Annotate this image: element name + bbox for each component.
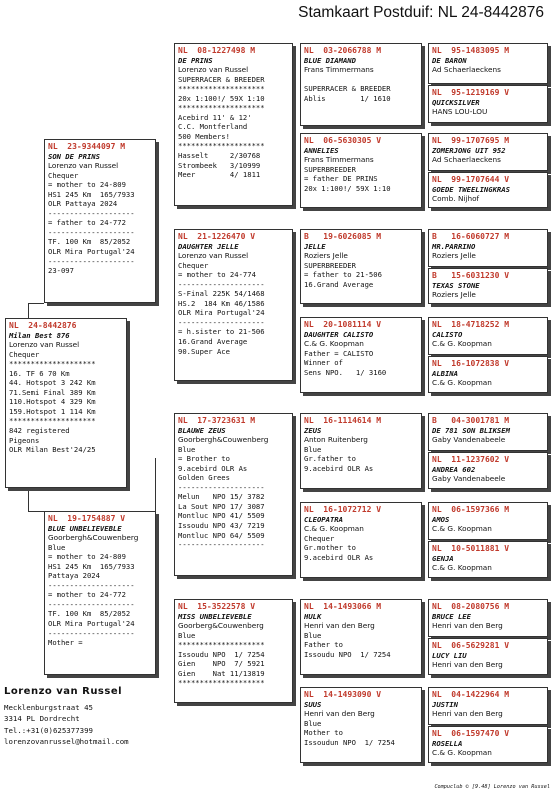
pigeon-card-gen4[interactable] (428, 599, 548, 637)
info-line: Montluc NPO 41/ 5509 (178, 511, 265, 521)
ring-number: NL 17-3723631 M (178, 416, 256, 425)
info-line: 159.Hotspot 1 114 Km (9, 406, 96, 416)
page-title: Stamkaart Postduif: NL 24-8442876 (298, 4, 544, 21)
owner-name: Roziers Jelle (304, 251, 348, 261)
owner-name: Lorenzo van Russel (48, 161, 119, 171)
ring-number: NL 06-1597366 M (432, 505, 510, 514)
info-line: Montluc NPO 64/ 5509 (178, 530, 265, 540)
info-line: Blue (178, 444, 196, 454)
pigeon-card-mm[interactable] (174, 599, 293, 703)
pigeon-name: ANDREA 602 (432, 464, 476, 474)
connector-line (28, 511, 44, 512)
pigeon-card-gen3[interactable] (300, 599, 422, 675)
ring-number: NL 08-2080756 M (432, 602, 510, 611)
pigeon-name: DE 781 SON BLIKSEM (432, 425, 510, 435)
pigeon-name: CALISTO (432, 329, 463, 339)
info-line: 500 Members! (178, 131, 230, 141)
info-line: Mother = (48, 638, 83, 648)
pigeon-card-fm[interactable] (174, 229, 293, 381)
ring-number: NL 23-9344097 M (48, 142, 126, 151)
info-line: -------------------- (48, 628, 135, 638)
info-line: Issoudu NPO 1/ 7254 (178, 649, 265, 659)
info-line: Gr.mother to (304, 543, 356, 553)
owner-name: Lorenzo van Russel (9, 340, 80, 350)
info-line: OLR Mira Portugal'24 (48, 247, 135, 257)
info-line: = father to 24-772 (48, 218, 126, 228)
info-line: -------------------- (178, 279, 265, 289)
pigeon-card-mf[interactable] (174, 413, 293, 576)
pigeon-name: BLUE DIAMAND (304, 55, 356, 65)
info-line: 110.Hotspot 4 329 Km (9, 397, 96, 407)
pigeon-name: LUCY LIU (432, 650, 467, 660)
info-line: OLR Mira Portugal'24 (178, 308, 265, 318)
ring-number: NL 04-1422964 M (432, 690, 510, 699)
breeder-city: 3314 PL Dordrecht (4, 714, 80, 723)
pigeon-card-gen3[interactable] (300, 229, 422, 304)
info-line: C.C. Montferland (178, 122, 248, 132)
info-line: 16. TF 6 70 Km (9, 368, 70, 378)
info-line: TF. 100 Km 85/2052 (48, 237, 131, 247)
ring-number: B 04-3001781 M (432, 416, 510, 425)
pigeon-name: MR.PARRINO (432, 241, 476, 251)
info-line: = mother to 24-809 (48, 552, 126, 562)
ring-number: NL 95-1483095 M (432, 46, 510, 55)
info-line: Blue (178, 630, 196, 640)
footer-credit: Compuclub © [9.48] Lorenzo van Russel (434, 784, 550, 790)
ring-number: NL 10-5011881 V (432, 544, 510, 553)
owner-name: C.& G. Koopman (304, 524, 364, 534)
ring-number: NL 20-1081114 V (304, 320, 382, 329)
pigeon-card-gen4[interactable] (428, 638, 548, 675)
ring-number: NL 21-1226470 V (178, 232, 256, 241)
info-line: ******************** (178, 84, 265, 94)
info-line: = h.sister to 21-506 (178, 327, 265, 337)
info-line: Pigeons (9, 435, 40, 445)
pigeon-card-gen3[interactable] (300, 502, 422, 578)
pigeon-name: SUUS (304, 699, 322, 709)
info-line: Meer 4/ 1811 (178, 170, 261, 180)
info-line: Gien Nat 11/13819 (178, 668, 265, 678)
ring-number: NL 14-1493090 V (304, 690, 382, 699)
ring-number: NL 08-1227498 M (178, 46, 256, 55)
ring-number: NL 18-4718252 M (432, 320, 510, 329)
info-line: 16.Grand Average (304, 279, 374, 289)
ring-number: NL 19-1754887 V (48, 514, 126, 523)
info-line: ******************** (178, 103, 265, 113)
info-line: OLR Pattaya 2024 (48, 199, 118, 209)
pigeon-card-gen4[interactable] (428, 541, 548, 578)
ring-number: NL 24-8442876 (9, 321, 77, 330)
info-line: Mother to (304, 728, 343, 738)
info-line: = mother to 24-774 (178, 270, 256, 280)
owner-name: C.& G. Koopman (432, 748, 492, 758)
pigeon-name: Milan Best 876 (9, 330, 70, 340)
ring-number: NL 16-1114614 M (304, 416, 382, 425)
ring-number: NL 06-1597470 V (432, 729, 510, 738)
ring-number: NL 16-1072838 V (432, 359, 510, 368)
ring-number: B 15-6031230 V (432, 271, 510, 280)
info-line: -------------------- (48, 256, 135, 266)
info-line: TF. 100 Km 85/2052 (48, 609, 131, 619)
ring-number: NL 14-1493066 M (304, 602, 382, 611)
owner-name: Gaby Vandenabeele (432, 474, 506, 484)
pigeon-card-ff[interactable] (174, 43, 293, 206)
pigeon-card-gen4[interactable] (428, 268, 548, 304)
pigeon-name: DAUGHTER CALISTO (304, 329, 374, 339)
pigeon-card-gen4[interactable] (428, 229, 548, 267)
info-line: Sens NPO. 1/ 3160 (304, 367, 387, 377)
pigeon-card-gen3[interactable] (300, 687, 422, 763)
owner-name: Comb. Nijhof (432, 194, 480, 204)
pigeon-name: ZOMERJONG UIT 952 (432, 145, 506, 155)
info-line: 20x 1:100!/ 59X 1:10 (304, 183, 391, 193)
info-line: SUPERRACER & BREEDER (304, 84, 391, 94)
owner-name: Anton Ruitenberg (304, 435, 368, 445)
info-line: = father DE PRINS (304, 174, 378, 184)
info-line: HS.2 184 Km 46/1586 (178, 298, 265, 308)
ring-number: NL 99-1707695 M (432, 136, 510, 145)
info-line: Issoudun NPO 1/ 7254 (304, 737, 395, 747)
info-line: = mother to 24-809 (48, 180, 126, 190)
ring-number: NL 06-5630305 V (304, 136, 382, 145)
info-line: = Brother to (178, 454, 230, 464)
pigeon-name: BLAUWE ZEUS (178, 425, 226, 435)
info-line: 9.acebird OLR As (304, 552, 374, 562)
info-line: Pattaya 2024 (48, 571, 100, 581)
breeder-name: Lorenzo van Russel (4, 686, 123, 697)
pigeon-card-father[interactable] (44, 139, 156, 303)
owner-name: Goorbergh&Couwenberg (178, 435, 269, 445)
ring-number: B 19-6026085 M (304, 232, 382, 241)
pigeon-card-gen3[interactable] (300, 133, 422, 208)
pigeon-card-subject[interactable] (5, 318, 127, 488)
ring-number: B 16-6060727 M (432, 232, 510, 241)
info-line: 16.Grand Average (178, 337, 248, 347)
info-line: -------------------- (48, 580, 135, 590)
owner-name: Goorberg&Couwenberg (178, 621, 264, 631)
ring-number: NL 95-1219169 V (432, 88, 510, 97)
connector-line (28, 303, 29, 319)
owner-name: C.& G. Koopman (304, 339, 364, 349)
info-line (304, 75, 418, 85)
ring-number: NL 06-5629281 V (432, 641, 510, 650)
info-line: 842 registered (9, 426, 70, 436)
pigeon-card-gen3[interactable] (300, 317, 422, 393)
pigeon-name: GOEDE TWEELINGKRAS (432, 184, 510, 194)
info-line: -------------------- (178, 482, 265, 492)
pigeon-name: SON DE PRINS (48, 151, 100, 161)
pigeon-name: MISS UNBELIEVEBLE (178, 611, 252, 621)
pigeon-card-gen4[interactable] (428, 172, 548, 208)
pigeon-card-gen4[interactable] (428, 317, 548, 355)
info-line: Chequer (48, 170, 79, 180)
pigeon-name: GENJA (432, 553, 454, 563)
breeder-email[interactable]: lorenzovanrussel@hotmail.com (4, 737, 129, 746)
pigeon-name: ANNELIES (304, 145, 339, 155)
owner-name: Frans Timmermans (304, 65, 374, 75)
info-line: Blue (48, 542, 66, 552)
owner-name: Lorenzo van Russel (178, 65, 249, 75)
info-line: Issoudu NPO 1/ 7254 (304, 649, 391, 659)
breeder-street: Mecklenburgstraat 45 (4, 702, 93, 712)
pigeon-name: JUSTIN (432, 699, 458, 709)
info-line: La Sout NPO 17/ 3087 (178, 501, 265, 511)
info-line: -------------------- (48, 208, 135, 218)
owner-name: Roziers Jelle (432, 251, 476, 261)
owner-name: Lorenzo van Russel (178, 251, 249, 261)
ring-number: NL 11-1237602 V (432, 455, 510, 464)
pigeon-name: ZEUS (304, 425, 322, 435)
pigeon-name: JELLE (304, 241, 326, 251)
info-line: Golden Grees (178, 473, 230, 483)
pigeon-card-gen4[interactable] (428, 452, 548, 489)
pigeon-card-gen4[interactable] (428, 687, 548, 725)
info-line: SUPERBREEDER (304, 260, 356, 270)
owner-name: C.& G. Koopman (432, 339, 492, 349)
pigeon-name: CLEOPATRA (304, 514, 343, 524)
info-line: Chequer (304, 533, 335, 543)
info-line: -------------------- (178, 317, 265, 327)
pigeon-card-gen4[interactable] (428, 502, 548, 540)
pigeon-name: DE BARON (432, 55, 467, 65)
pigeon-card-gen4[interactable] (428, 356, 548, 393)
info-line: 9.acebird OLR As (304, 463, 374, 473)
info-line: SUPERBREEDER (304, 164, 356, 174)
pigeon-name: DAUGHTER JELLE (178, 241, 239, 251)
owner-name: Henri van den Berg (304, 709, 375, 719)
info-line: Issoudu NPO 43/ 7219 (178, 521, 265, 531)
info-line: Father = CALISTO (304, 348, 374, 358)
ring-number: NL 03-2066788 M (304, 46, 382, 55)
pigeon-card-gen3[interactable] (300, 413, 422, 489)
info-line: ******************** (178, 141, 265, 151)
info-line: 20x 1:100!/ 59X 1:10 (178, 93, 265, 103)
info-line: Blue (304, 718, 322, 728)
pigeon-name: TEXAS STONE (432, 280, 480, 290)
pigeon-name: ALBINA (432, 368, 458, 378)
info-line: Chequer (9, 349, 40, 359)
info-line: 9.acebird OLR As (178, 463, 248, 473)
pigeon-card-gen4[interactable] (428, 43, 548, 84)
pigeon-card-gen3[interactable] (300, 43, 422, 126)
connector-line (28, 303, 44, 304)
pigeon-name: BRUCE LEE (432, 611, 471, 621)
info-line: Strombeek 3/10999 (178, 160, 261, 170)
info-line: -------------------- (48, 599, 135, 609)
info-line: Father to (304, 640, 343, 650)
info-line: Gien NPO 7/ 5921 (178, 659, 265, 669)
info-line: OLR Milan Best'24/25 (9, 445, 96, 455)
info-line: Gr.father to (304, 454, 356, 464)
pigeon-card-gen4[interactable] (428, 85, 548, 123)
connector-line (28, 488, 29, 511)
info-line: 90.Super Ace (178, 346, 230, 356)
info-line: -------------------- (178, 540, 265, 550)
owner-name: Ad Schaerlaeckens (432, 65, 501, 75)
pigeon-name: QUICKSILVER (432, 97, 480, 107)
info-line: = mother to 24-772 (48, 590, 126, 600)
info-line: Blue (304, 630, 322, 640)
pigeon-card-gen4[interactable] (428, 413, 548, 451)
owner-name: Gaby Vandenabeele (432, 435, 506, 445)
info-line: ******************** (178, 678, 265, 688)
info-line: Melun NPO 15/ 3782 (178, 492, 265, 502)
info-line: S-Final 225K 54/1468 (178, 289, 265, 299)
owner-name: Ad Schaerlaeckens (432, 155, 501, 165)
info-line: 71.Semi Final 389 Km (9, 387, 96, 397)
info-line: Acebird 11' & 12' (178, 112, 252, 122)
owner-name: Frans Timmermans (304, 155, 374, 165)
info-line: 23-097 (48, 266, 74, 276)
owner-name: Henri van den Berg (304, 621, 375, 631)
info-line: ******************** (178, 640, 265, 650)
info-line: ******************** (9, 416, 96, 426)
info-line: -------------------- (48, 227, 135, 237)
owner-name: Henri van den Berg (432, 621, 503, 631)
info-line: Ablis 1/ 1610 (304, 93, 391, 103)
ring-number: NL 16-1072712 V (304, 505, 382, 514)
info-line: = father to 21-506 (304, 270, 382, 280)
owner-name: C.& G. Koopman (432, 524, 492, 534)
info-line: ******************** (9, 359, 96, 369)
ring-number: NL 15-3522578 V (178, 602, 256, 611)
ring-number: NL 99-1707644 V (432, 175, 510, 184)
info-line: OLR Mira Portugal'24 (48, 619, 135, 629)
pigeon-card-gen4[interactable] (428, 133, 548, 171)
info-line: HS1 245 Km 165/7933 (48, 189, 135, 199)
pigeon-name: ROSELLA (432, 738, 463, 748)
info-line: SUPERRACER & BREEDER (178, 74, 265, 84)
breeder-phone: Tel.:+31(0)625377399 (4, 725, 93, 735)
info-line: Winner of (304, 358, 343, 368)
owner-name: Henri van den Berg (432, 709, 503, 719)
owner-name: Roziers Jelle (432, 290, 476, 300)
pigeon-name: BLUE UNBELIEVEBLE (48, 523, 122, 533)
owner-name: C.& G. Koopman (432, 378, 492, 388)
pigeon-name: AMOS (432, 514, 450, 524)
pigeon-card-mother[interactable] (44, 511, 156, 675)
owner-name: Henri van den Berg (432, 660, 503, 670)
info-line: HS1 245 Km 165/7933 (48, 561, 135, 571)
owner-name: Goorbergh&Couwenberg (48, 533, 139, 543)
owner-name: C.& G. Koopman (432, 563, 492, 573)
pigeon-name: DE PRINS (178, 55, 213, 65)
breeder-info (4, 686, 129, 748)
info-line: Blue (304, 444, 322, 454)
info-line: Hasselt 2/30768 (178, 151, 261, 161)
owner-name: HANS LOU-LOU (432, 107, 488, 117)
pigeon-name: HULK (304, 611, 322, 621)
info-line: 44. Hotspot 3 242 Km (9, 378, 96, 388)
pigeon-card-gen4[interactable] (428, 726, 548, 763)
info-line: Chequer (178, 260, 209, 270)
